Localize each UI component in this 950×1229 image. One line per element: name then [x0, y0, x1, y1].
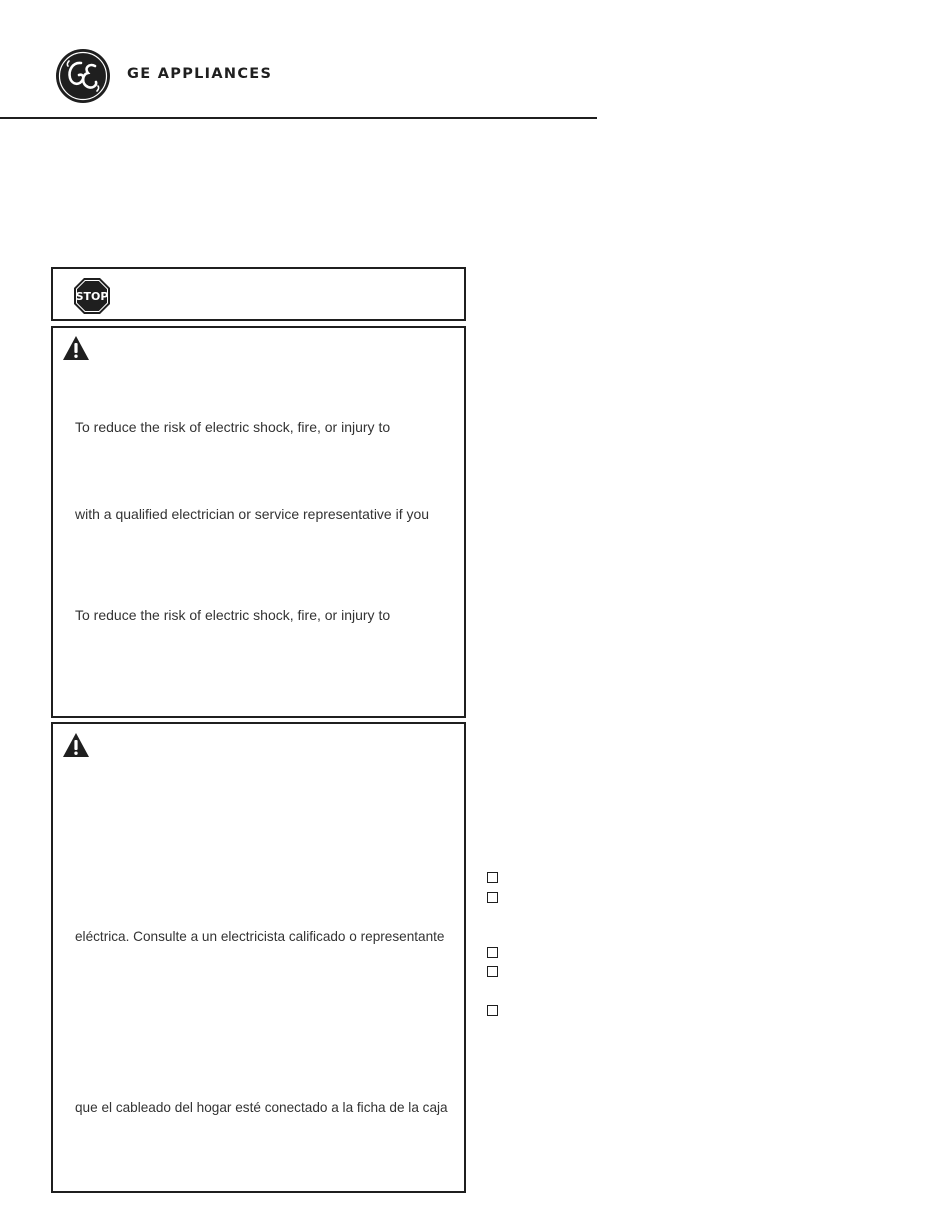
stop-notice-box — [51, 267, 466, 321]
warning-text-line: eléctrica. Consulte a un electricista calificado o representante — [75, 929, 445, 944]
checklist-checkbox[interactable] — [487, 892, 498, 903]
header-divider — [0, 117, 597, 119]
checklist-checkbox[interactable] — [487, 947, 498, 958]
stop-sign-icon — [73, 277, 111, 315]
warning-text-line: que el cableado del hogar esté conectado a la ficha de la caja — [75, 1100, 448, 1115]
brand-name: GE APPLIANCES — [127, 66, 273, 82]
warning-text-line: To reduce the risk of electric shock, fire, or injury to — [75, 419, 391, 435]
stop-sign-label: STOP — [75, 290, 109, 303]
warning-text-line: To reduce the risk of electric shock, fire, or injury to — [75, 607, 391, 623]
warning-text-line: with a qualified electrician or service representative if you — [75, 506, 430, 522]
checklist-checkbox[interactable] — [487, 966, 498, 977]
warning-box-spanish — [51, 722, 466, 1193]
ge-monogram-icon — [55, 48, 111, 104]
warning-triangle-icon — [62, 732, 90, 758]
warning-box-english — [51, 326, 466, 718]
warning-triangle-icon — [62, 335, 90, 361]
checklist-checkbox[interactable] — [487, 1005, 498, 1016]
checklist-checkbox[interactable] — [487, 872, 498, 883]
